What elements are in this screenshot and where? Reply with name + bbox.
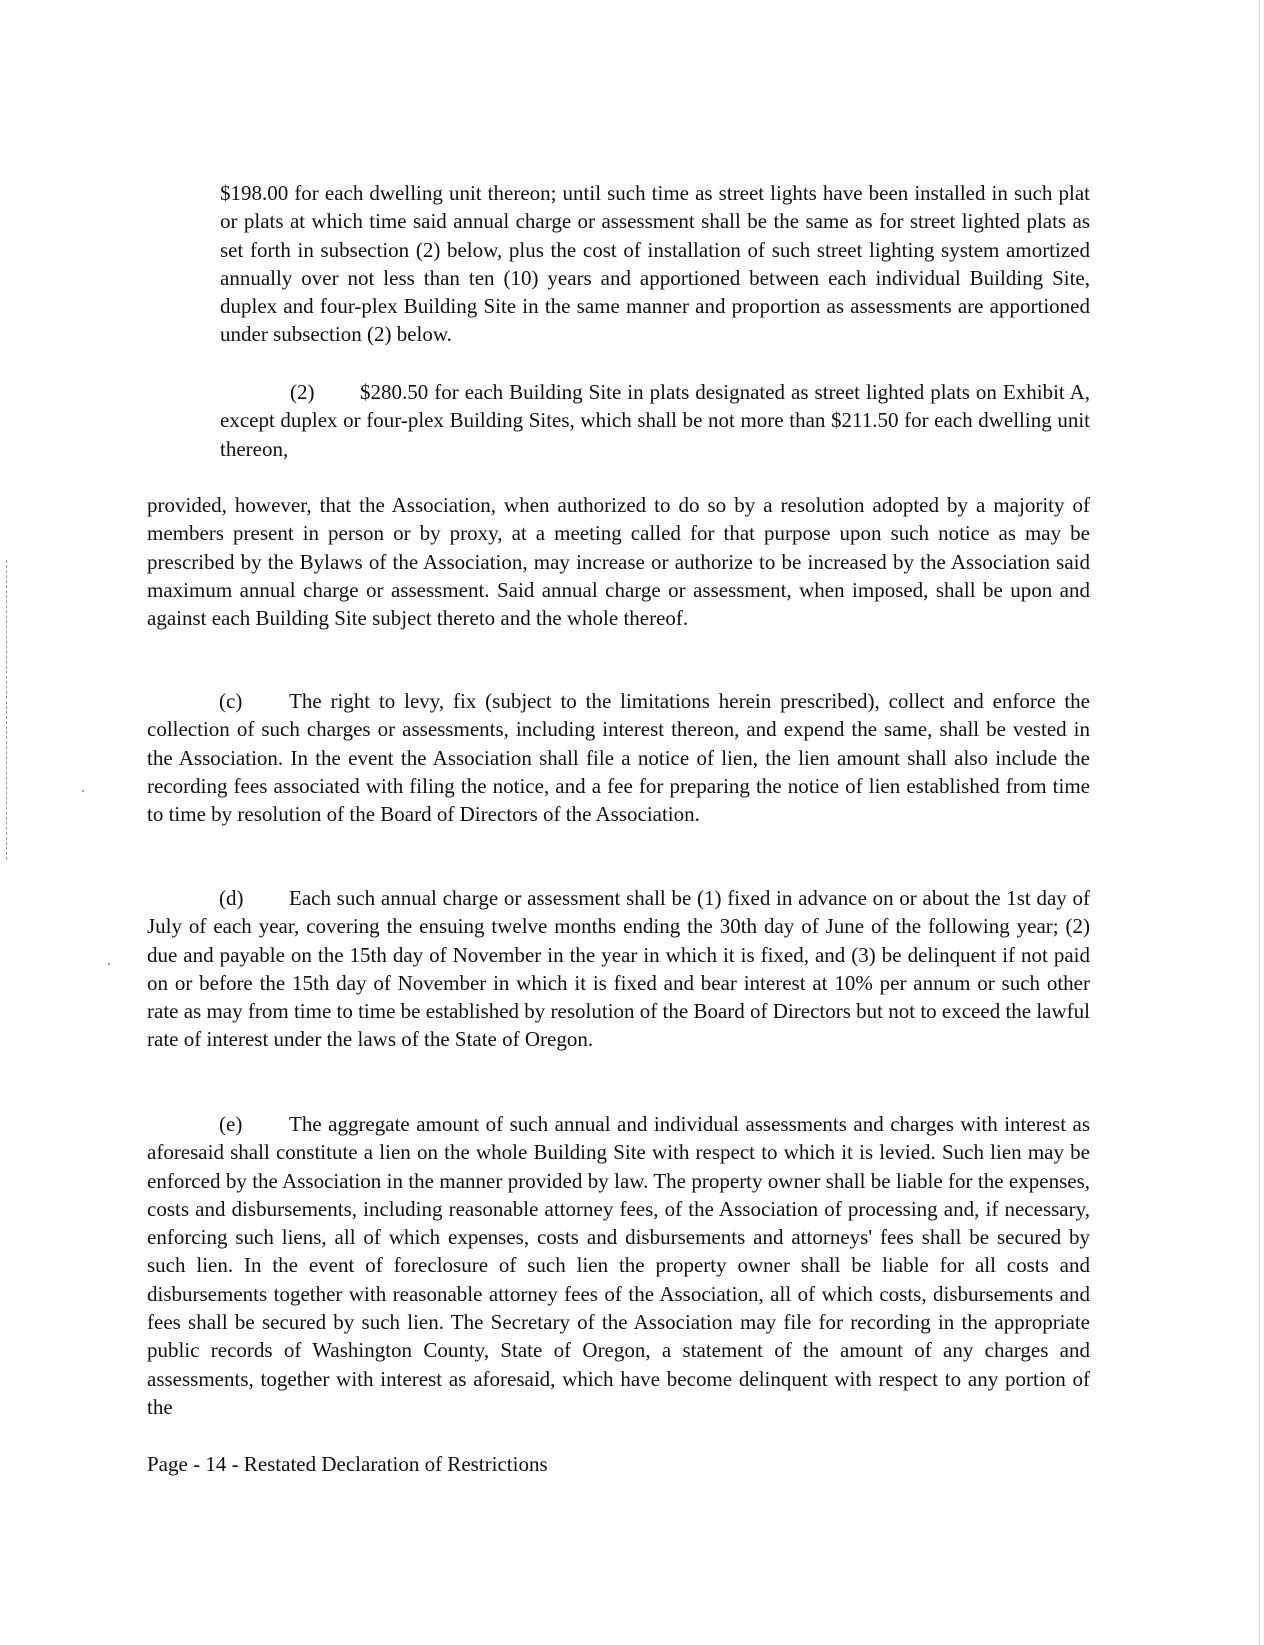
paragraph-subsection-2: [220, 378, 1090, 463]
paragraph-d: [147, 884, 1090, 1054]
paragraph-marker: (d): [219, 886, 244, 910]
scan-speck: [82, 790, 84, 792]
paragraph-text: The right to levy, fix (subject to the limitations herein prescribed), collect and enforce the collection of such charges or assessments, including interest thereon, and expend the same, shall be vested in the Association. In the event the Association shall file a notice of lien, the lien amount shall also include the recording fees associated with filing the notice, and a fee for preparing the notice of lien established from time to time by resolution of the Board of Directors of the Association.: [147, 689, 1090, 827]
paragraph-marker: (2): [290, 380, 315, 404]
paragraph-c: [147, 687, 1090, 828]
scan-speck: [108, 963, 110, 965]
paragraph-text: $280.50 for each Building Site in plats designated as street lighted plats on Exhibit A, except duplex or four-plex Building Sites, which shall be not more than $211.50 for each dwelling unit thereon,: [220, 380, 1090, 461]
scan-edge: [1259, 0, 1260, 1645]
paragraph-text: provided, however, that the Association, when authorized to do so by a resolution adopted by a majority of members present in person or by proxy, at a meeting called for that purpose upon such notice as may be prescribed by the Bylaws of the Association, may increase or authorize to be increased by the Association said maximum annual charge or assessment. Said annual charge or assessment, when imposed, shall be upon and against each Building Site subject thereto and the whole thereof.: [147, 493, 1090, 631]
scan-margin-marks: [6, 560, 8, 860]
paragraph-marker: (c): [219, 689, 243, 713]
paragraph-proviso: [147, 491, 1090, 632]
paragraph-street-lights: [220, 179, 1090, 349]
paragraph-text: The aggregate amount of such annual and individual assessments and charges with interest as aforesaid shall constitute a lien on the whole Building Site with respect to which it is levied. Such lien may be enforced by the Association in the manner provided by law. The property owner shall be liable for the expenses, costs and disbursements, including reasonable attorney fees, of the Association of processing and, if necessary, enforcing such liens, all of which expenses, costs and disbursements and attorneys' fees shall be secured by such lien. In the event of foreclosure of such lien the property owner shall be liable for all costs and disbursements together with reasonable attorney fees of the Association, all of which costs, disbursements and fees shall be secured by such lien. The Secretary of the Association may file for recording in the appropriate public records of Washington County, State of Oregon, a statement of the amount of any charges and assessments, together with interest as aforesaid, which have become delinquent with respect to any portion of the: [147, 1112, 1090, 1419]
paragraph-text: $198.00 for each dwelling unit thereon; until such time as street lights have been installed in such plat or plats at which time said annual charge or assessment shall be the same as for street lighted plats as set forth in subsection (2) below, plus the cost of installation of such street lighting system amortized annually over not less than ten (10) years and apportioned between each individual Building Site, duplex and four-plex Building Site in the same manner and proportion as assessments are apportioned under subsection (2) below.: [220, 181, 1090, 347]
paragraph-text: Each such annual charge or assessment shall be (1) fixed in advance on or about the 1st day of July of each year, covering the ensuing twelve months ending the 30th day of June of the following year; (2) due and payable on the 15th day of November in the year in which it is fixed, and (3) be delinquent if not paid on or before the 15th day of November in which it is fixed and bear interest at 10% per annum or such other rate as may from time to time be established by resolution of the Board of Directors but not to exceed the lawful rate of interest under the laws of the State of Oregon.: [147, 886, 1090, 1052]
paragraph-e: [147, 1110, 1090, 1421]
paragraph-marker: (e): [219, 1112, 243, 1136]
page-footer: Page - 14 - Restated Declaration of Restrictions: [147, 1452, 548, 1476]
